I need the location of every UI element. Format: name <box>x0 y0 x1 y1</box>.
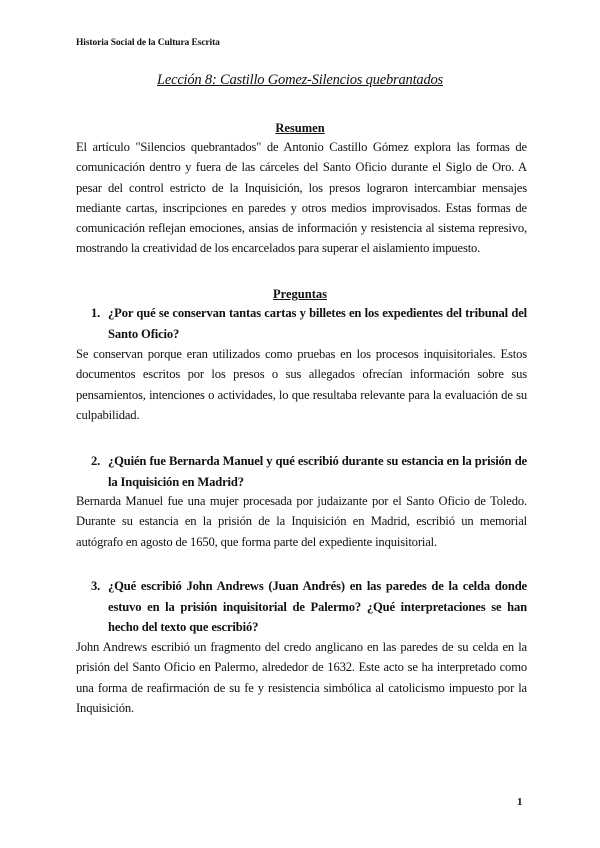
question-2 <box>76 451 527 492</box>
page-number: 1 <box>517 796 523 808</box>
questions-heading: Preguntas <box>273 287 327 301</box>
running-header: Historia Social de la Cultura Escrita <box>76 38 220 48</box>
question-text: ¿Qué escribió John Andrews (Juan Andrés) en las paredes de la celda donde estuvo en la prisión inquisitorial de Palermo? ¿Qué interpretaciones se han hecho del texto que escribió? <box>108 579 527 634</box>
question-number: 2. <box>91 454 101 468</box>
document-title: Lección 8: Castillo Gomez-Silencios quebrantados <box>156 72 443 88</box>
answer-2: Bernarda Manuel fue una mujer procesada por judaizante por el Santo Oficio de Toledo. Durante su estancia en la prisión de la Inquisición en Madrid, escribió un memorial autógrafo en agosto de 1650, que forma parte del expediente inquisitorial. <box>76 494 527 549</box>
answer-3: John Andrews escribió un fragmento del credo anglicano en las paredes de su celda en la prisión del Santo Oficio en Palermo, alrededor de 1632. Este acto se ha interpretado como una forma de reafirmación de su fe y resistencia simbólica al catolicismo impuesto por la Inquisición. <box>76 640 527 715</box>
question-3 <box>76 576 527 638</box>
answer-1: Se conservan porque eran utilizados como pruebas en los procesos inquisitoriales. Estos documentos escritos por los presos o sus allegados ofrecían información sobre sus pensamientos, intenciones o actividades, lo que resultaba relevante para la evaluación de su culpabilidad. <box>76 347 527 422</box>
question-text: ¿Quién fue Bernarda Manuel y qué escribió durante su estancia en la prisión de la Inquisición en Madrid? <box>108 454 527 489</box>
question-text: ¿Por qué se conservan tantas cartas y billetes en los expedientes del tribunal del Santo Oficio? <box>108 306 527 341</box>
summary-paragraph: El artículo "Silencios quebrantados" de Antonio Castillo Gómez explora las formas de comunicación dentro y fuera de las cárceles del Santo Oficio durante el Siglo de Oro. A pesar del control estricto de la Inquisición, los presos lograron intercambiar mensajes mediante cartas, inscripciones en paredes y otros medios improvisados. Estas formas de comunicación reflejan emociones, ansias de información y resistencia al sistema represivo, mostrando la creatividad de los encarcelados para superar el aislamiento impuesto. <box>76 140 527 256</box>
question-1 <box>76 303 527 344</box>
question-number: 3. <box>91 579 101 593</box>
summary-heading: Resumen <box>275 121 325 135</box>
question-number: 1. <box>91 306 101 320</box>
